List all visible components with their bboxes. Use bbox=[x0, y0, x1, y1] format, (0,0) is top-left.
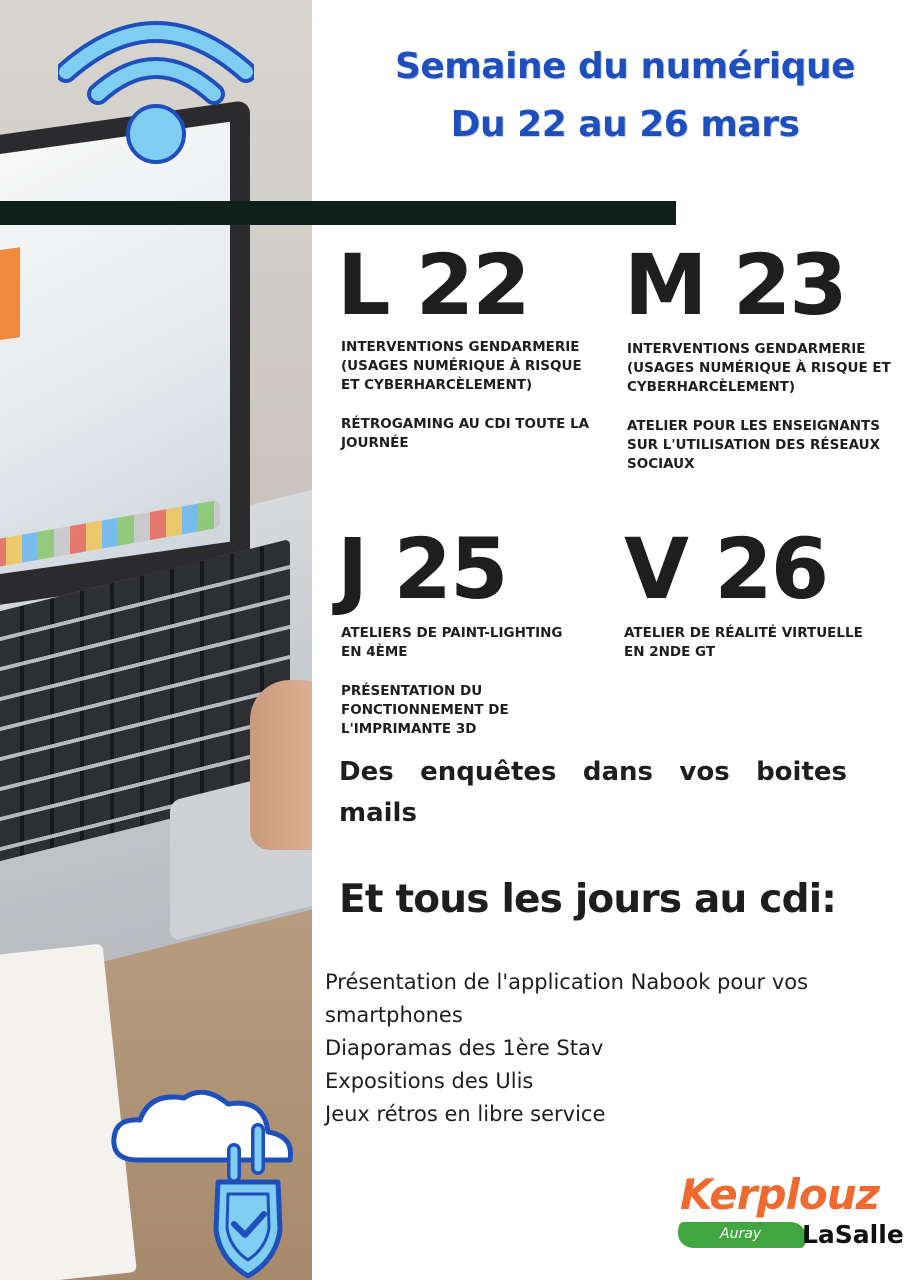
everyday-heading: Et tous les jours au cdi: bbox=[339, 877, 837, 922]
title-line-2: Du 22 au 26 mars bbox=[450, 104, 800, 145]
activity-item: PRÉSENTATION DU FONCTIONNEMENT DE L'IMPRIMANTE 3D bbox=[341, 683, 509, 737]
list-item: Diaporamas des 1ère Stav bbox=[325, 1036, 604, 1060]
list-item: Présentation de l'application Nabook pour vos smartphones bbox=[325, 970, 809, 1027]
wifi-icon bbox=[58, 14, 254, 164]
enquete-announcement: Des enquêtes dans vos boites mails bbox=[339, 757, 847, 828]
tuesday-activities bbox=[627, 340, 903, 494]
activity-item: ATELIERS DE PAINT-LIGHTING EN 4ÈME bbox=[341, 625, 563, 660]
everyday-list bbox=[325, 966, 885, 1131]
day-tuesday: M 23 bbox=[624, 236, 846, 334]
activity-item: ATELIER POUR LES ENSEIGNANTS SUR L'UTILISATION DES RÉSEAUX SOCIAUX bbox=[627, 418, 880, 472]
day-monday: L 22 bbox=[337, 236, 529, 334]
hand bbox=[250, 680, 312, 850]
title-line-1: Semaine du numérique bbox=[394, 46, 856, 87]
friday-activities bbox=[624, 624, 864, 682]
monday-activities bbox=[341, 338, 603, 473]
day-thursday: J 25 bbox=[337, 520, 507, 618]
logo-name: Kerplouz bbox=[680, 1170, 880, 1219]
cloud-shield-icon bbox=[108, 1090, 308, 1280]
activity-item: ATELIER DE RÉALITÉ VIRTUELLE EN 2NDE GT bbox=[624, 625, 863, 660]
screen-window bbox=[0, 247, 20, 343]
list-item: Jeux rétros en libre service bbox=[325, 1102, 606, 1126]
list-item: Expositions des Ulis bbox=[325, 1069, 534, 1093]
thursday-activities bbox=[341, 624, 577, 759]
activity-item: INTERVENTIONS GENDARMERIE (USAGES NUMÉRIQUE À RISQUE ET CYBERHARCÈLEMENT) bbox=[627, 341, 891, 395]
logo-network: LaSalle bbox=[802, 1220, 904, 1249]
activity-item: INTERVENTIONS GENDARMERIE (USAGES NUMÉRIQUE À RISQUE ET CYBERHARCÈLEMENT) bbox=[341, 339, 582, 393]
kerplouz-lasalle-logo bbox=[676, 1170, 904, 1260]
activity-item: RÉTROGAMING AU CDI TOUTE LA JOURNÉE bbox=[341, 416, 590, 451]
logo-place: Auray bbox=[720, 1226, 762, 1242]
laptop-photo bbox=[0, 0, 312, 1280]
day-friday: V 26 bbox=[624, 520, 828, 618]
page-title bbox=[340, 38, 905, 154]
divider-bar bbox=[0, 201, 676, 225]
